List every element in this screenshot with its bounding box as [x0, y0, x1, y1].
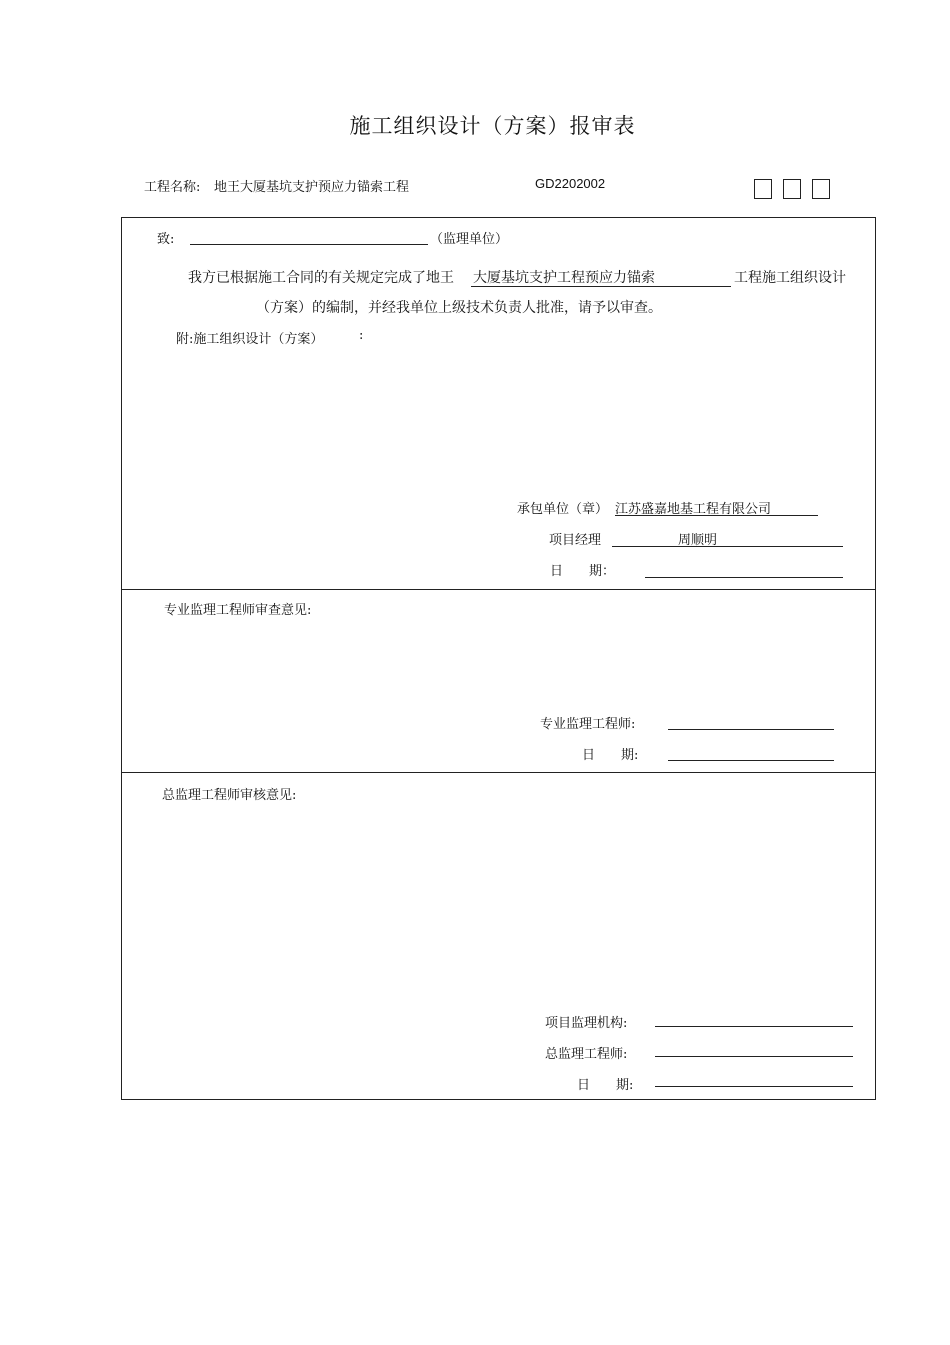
chief-engineer-label: 总监理工程师: — [545, 1047, 628, 1062]
attachment-colon: : — [359, 328, 364, 343]
date-label-3: 日 期: — [577, 1078, 634, 1093]
body-text-prefix: 我方已根据施工合同的有关规定完成了地王 — [188, 270, 454, 286]
contractor-underline — [615, 515, 818, 516]
page-title: 施工组织设计（方案）报审表 — [349, 114, 636, 138]
supervision-org-field[interactable] — [655, 1026, 853, 1027]
date-field-1[interactable] — [645, 577, 843, 578]
engineer-label: 专业监理工程师: — [540, 717, 636, 732]
project-manager-value: 周顺明 — [678, 533, 718, 548]
section-divider-2 — [121, 772, 876, 773]
engineer-signature-field[interactable] — [668, 729, 834, 730]
project-manager-label: 项目经理 — [549, 533, 602, 548]
body-text-suffix: 工程施工组织设计 — [734, 270, 846, 286]
checkbox-3[interactable] — [812, 179, 830, 199]
form-frame — [121, 217, 876, 1100]
supervision-org-label: 项目监理机构: — [545, 1016, 628, 1031]
supervisor-unit-field[interactable] — [190, 244, 428, 245]
engineer-opinion-label: 专业监理工程师审查意见: — [164, 603, 312, 618]
contractor-label: 承包单位（章） — [517, 502, 609, 517]
chief-engineer-field[interactable] — [655, 1056, 853, 1057]
chief-opinion-label: 总监理工程师审核意见: — [162, 788, 297, 803]
checkbox-1[interactable] — [754, 179, 772, 199]
section-divider-1 — [121, 589, 876, 590]
form-code: GD2202002 — [535, 176, 606, 191]
to-label: 致: — [157, 232, 175, 247]
supervisor-unit-suffix: （监理单位） — [430, 232, 509, 247]
date-field-2[interactable] — [668, 760, 834, 761]
checkbox-2[interactable] — [783, 179, 801, 199]
date-field-3[interactable] — [655, 1086, 853, 1087]
body-text-line2: （方案）的编制，并经我单位上级技术负责人批准，请予以审查。 — [256, 300, 662, 316]
project-manager-field[interactable] — [612, 546, 843, 547]
contractor-value: 江苏盛嘉地基工程有限公司 — [615, 502, 772, 517]
body-fill-underline — [471, 286, 731, 287]
date-label-1: 日 期： — [550, 564, 616, 579]
body-text-fill: 大厦基坑支护工程预应力锚索 — [473, 270, 655, 286]
project-name-value: 地王大厦基坑支护预应力锚索工程 — [214, 180, 410, 195]
date-label-2: 日 期: — [582, 748, 639, 763]
attachment-label: 附:施工组织设计（方案） — [176, 332, 324, 347]
project-name-label: 工程名称: — [144, 180, 201, 195]
